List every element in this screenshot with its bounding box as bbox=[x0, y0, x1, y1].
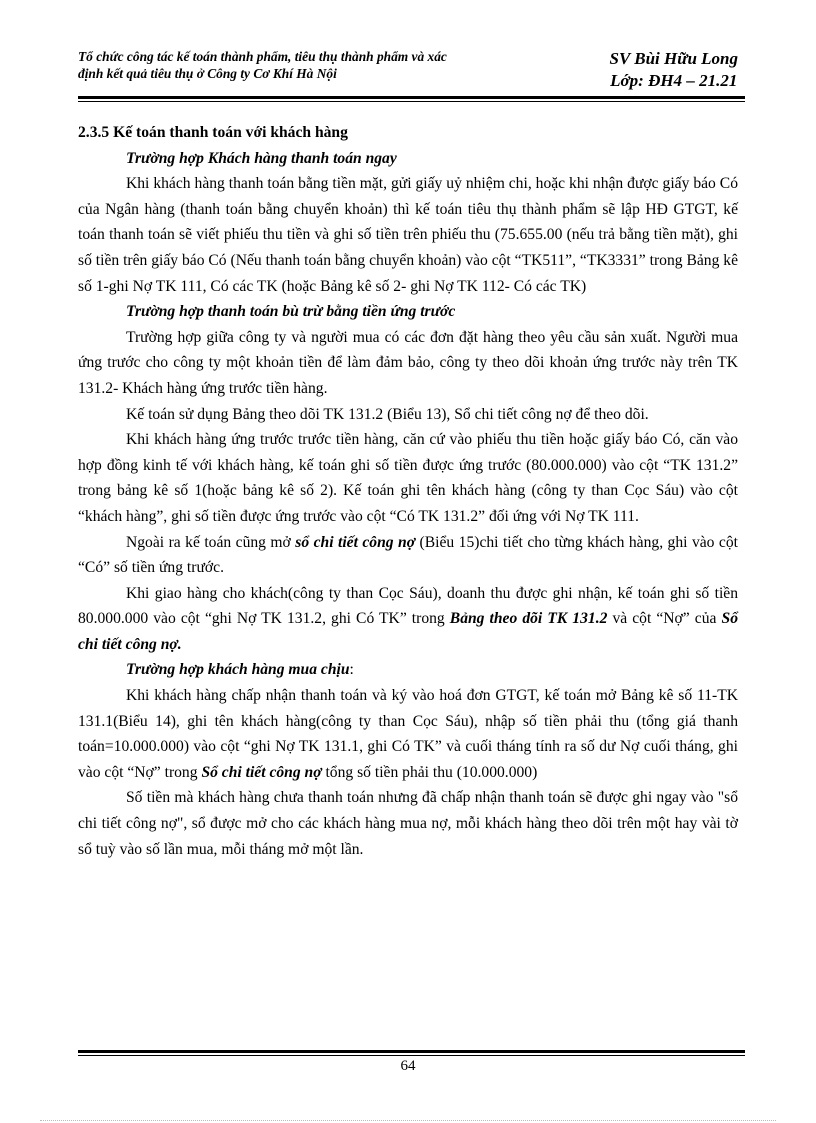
case2-p5-text-c: và cột “Nợ” của bbox=[607, 610, 722, 628]
page-content bbox=[78, 120, 738, 862]
case2-paragraph-1: Trường hợp giữa công ty và người mua có các đơn đặt hàng theo yêu cầu sản xuất. Người mua ứng trước cho công ty một khoản tiền để làm đảm bảo, công ty theo dõi khoản ứng trước này trên TK 131.2- Khách hàng ứng trước tiền hàng. bbox=[78, 328, 738, 397]
case2-paragraph-5 bbox=[78, 581, 738, 658]
case3-title-suffix: : bbox=[349, 661, 354, 679]
case2-p5-emphasis-1: Bảng theo dõi TK 131.2 bbox=[449, 610, 608, 628]
case3-p1-emphasis: Sổ chi tiết công nợ bbox=[201, 763, 322, 781]
case3-title-text: Trường hợp khách hàng mua chịu bbox=[126, 661, 350, 679]
case3-paragraph-1 bbox=[78, 683, 738, 785]
header-author-block bbox=[610, 48, 738, 92]
bottom-dotted-line bbox=[40, 1120, 776, 1121]
case1-paragraph: Khi khách hàng thanh toán bằng tiền mặt, gửi giấy uỷ nhiệm chi, hoặc khi nhận được giấy báo Có của Ngân hàng (thanh toán bằng chuyển khoản) thì kế toán tiêu thụ thành phẩm sẽ lập HĐ GTGT, kế toán thanh toán sẽ viết phiếu thu tiền và ghi số tiền trên phiếu thu (75.655.00 (nếu trả bằng tiền mặt), ghi số tiền trên giấy báo Có (Nếu thanh toán bằng chuyển khoản) vào cột “TK511”, “TK3331” trong Bảng kê số 1-ghi Nợ TK 111, Có các TK (hoặc Bảng kê số 2- ghi Nợ TK 112- Có các TK) bbox=[78, 175, 738, 295]
page-number: 64 bbox=[400, 1058, 416, 1074]
case2-p4-text-a: Ngoài ra kế toán cũng mở bbox=[126, 533, 296, 551]
header-author: SV Bùi Hữu Long bbox=[609, 49, 738, 68]
case2-p4-emphasis: sổ chi tiết công nợ bbox=[295, 533, 416, 551]
case2-title: Trường hợp thanh toán bù trừ bằng tiền ứng trước bbox=[126, 303, 456, 321]
case3-p1-text-c: tổng số tiền phải thu (10.000.000) bbox=[321, 763, 538, 781]
header-rule-thick bbox=[78, 96, 745, 99]
case2-paragraph-3: Khi khách hàng ứng trước trước tiền hàng, căn cứ vào phiếu thu tiền hoặc giấy báo Có, căn vào hợp đồng kinh tế với khách hàng, kế toán ghi số tiền được ứng trước (80.000.000) vào cột “TK 131.2” trong bảng kê số 1(hoặc bảng kê số 2). Kế toán ghi tên khách hàng (công ty than Cọc Sáu) vào cột “khách hàng”, ghi số tiền được ứng trước vào cột “Có TK 131.2” đối ứng với Nợ TK 111. bbox=[78, 431, 738, 525]
header-title-line2: định kết quả tiêu thụ ở Công ty Cơ Khí Hà Nội bbox=[78, 66, 337, 81]
section-heading: 2.3.5 Kế toán thanh toán với khách hàng bbox=[78, 124, 348, 141]
case3-title bbox=[78, 657, 738, 683]
header-title-line1: Tổ chức công tác kế toán thành phẩm, tiêu thụ thành phẩm và xác bbox=[78, 49, 447, 64]
footer-rule-thin bbox=[78, 1055, 745, 1056]
footer-rule-thick bbox=[78, 1050, 745, 1053]
case1-title: Trường hợp Khách hàng thanh toán ngay bbox=[126, 149, 397, 167]
page-header bbox=[78, 44, 744, 94]
header-title bbox=[78, 48, 558, 82]
case2-paragraph-4 bbox=[78, 530, 738, 581]
header-rule-thin bbox=[78, 101, 745, 102]
case3-p1-text-a: Khi khách hàng chấp nhận thanh toán và ký vào hoá đơn GTGT, kế toán mở Bảng kê số 11-TK 131.1(Biểu 14), ghi tên khách hàng(công ty than Cọc Sáu), nhập số tiền phải thu (tổng giá thanh toán=10.000.000) vào cột “ghi Nợ TK 131.1, ghi Có TK” và cuối tháng tính ra số dư Nợ cuối tháng, ghi vào cột “Nợ” trong bbox=[78, 687, 738, 781]
case3-paragraph-2: Số tiền mà khách hàng chưa thanh toán nhưng đã chấp nhận thanh toán sẽ được ghi ngay vào "sổ chi tiết công nợ", sổ được mở cho các khách hàng mua nợ, mỗi khách hàng theo dõi trên một hay vài tờ sổ tuỳ vào số lần mua, mỗi tháng mở một lần. bbox=[78, 789, 738, 858]
header-class: Lớp: ĐH4 – 21.21 bbox=[610, 71, 738, 90]
case2-p5-emphasis-2: Sổ chi tiết công nợ. bbox=[78, 610, 738, 653]
case2-p4-text-c: (Biểu 15)chi tiết cho từng khách hàng, ghi vào cột “Có” số tiền ứng trước. bbox=[78, 533, 738, 577]
case2-paragraph-2: Kế toán sử dụng Bảng theo dõi TK 131.2 (Biểu 13), Sổ chi tiết công nợ để theo dõi. bbox=[126, 405, 649, 423]
case2-p5-text-a: Khi giao hàng cho khách(công ty than Cọc Sáu), doanh thu được ghi nhận, kế toán ghi số tiền 80.000.000 vào cột “ghi Nợ TK 131.2, ghi Có TK” trong bbox=[78, 584, 738, 628]
